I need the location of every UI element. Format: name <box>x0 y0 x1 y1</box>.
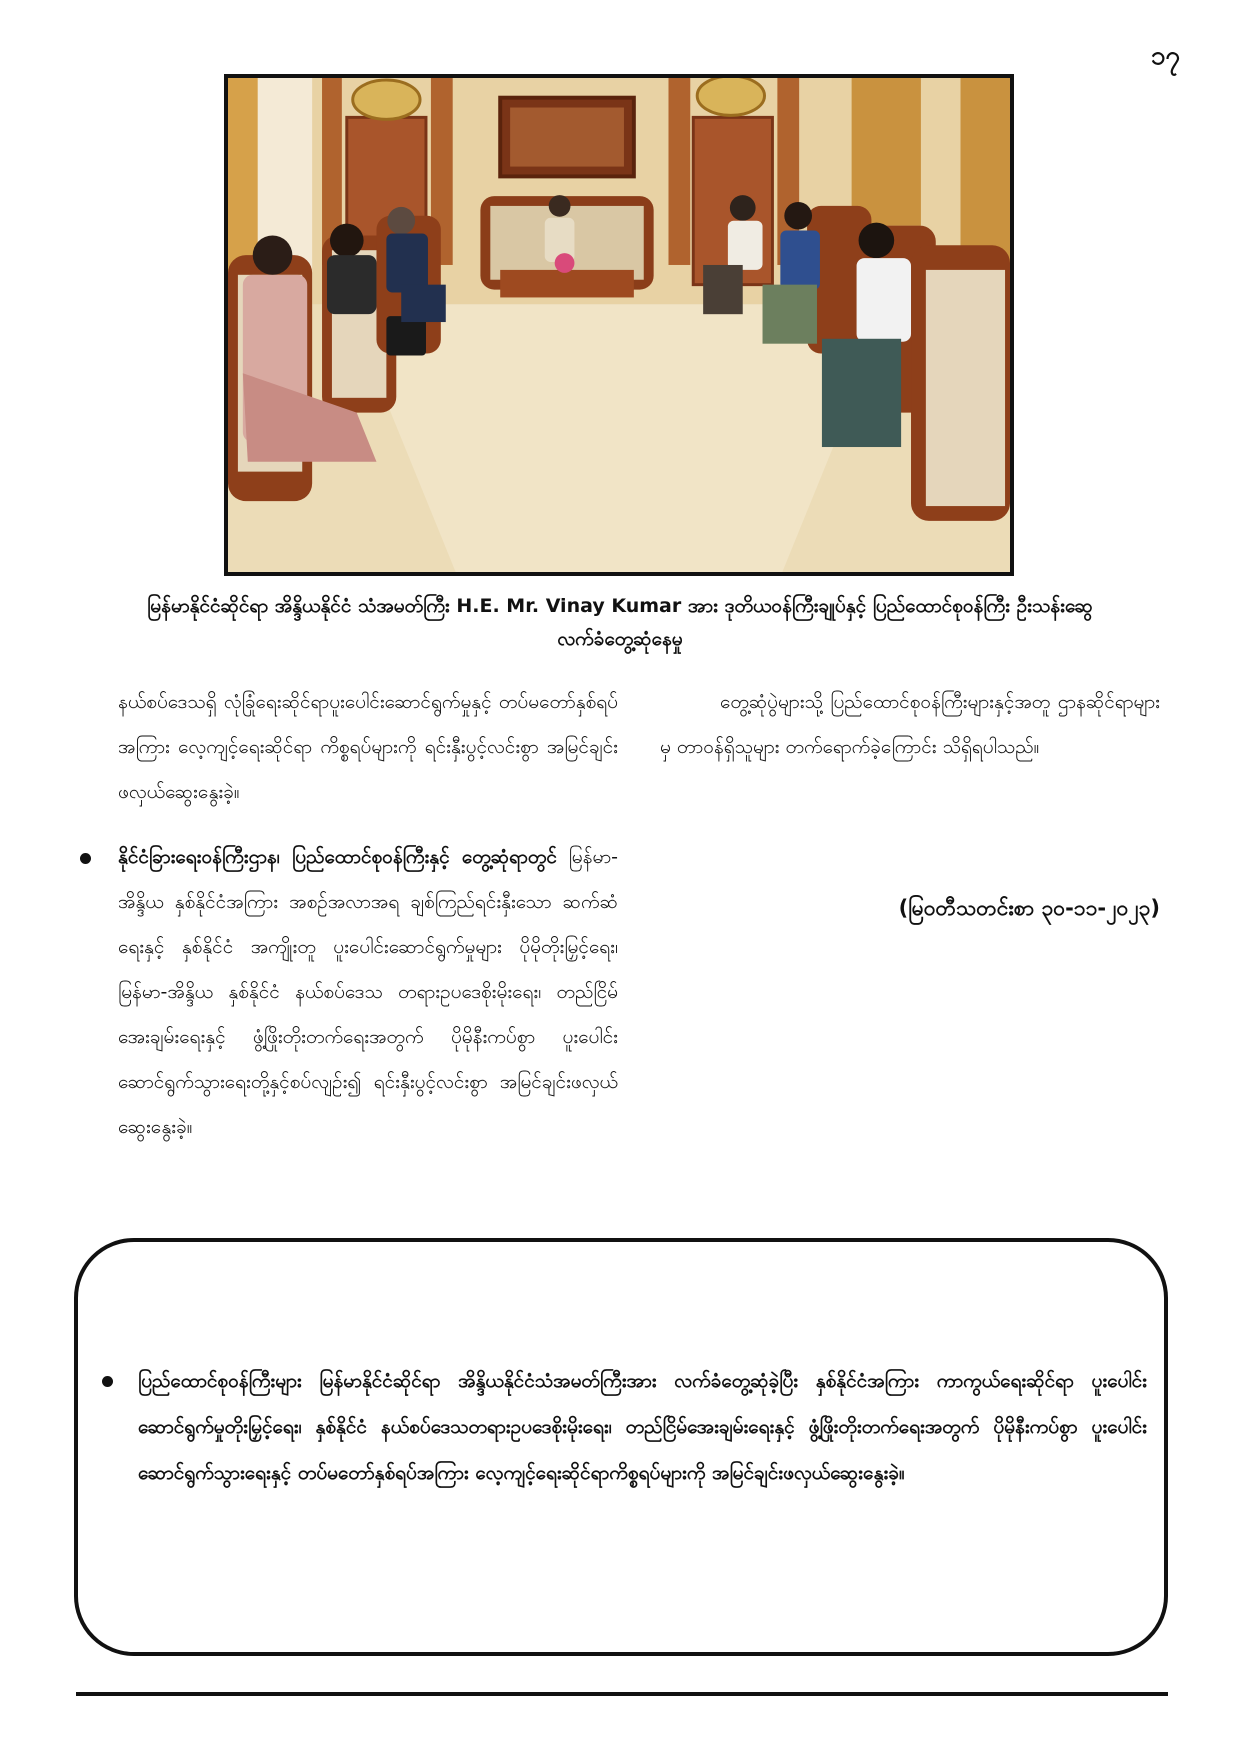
caption-line-2: လက်ခံတွေ့ဆုံနေမှု <box>557 628 683 650</box>
bullet-icon <box>80 853 91 864</box>
news-source: (မြဝတီသတင်းစာ ၃၀-၁၁-၂၀၂၃) <box>898 896 1160 920</box>
right-column <box>660 680 1160 770</box>
bullet-icon <box>102 1376 113 1387</box>
left-paragraph: နယ်စပ်ဒေသရှိ လုံခြုံရေးဆိုင်ရာပူးပေါင်းဆောင်ရွက်မှုနှင့် တပ်မတော်နှစ်ရပ်အကြား လေ့ကျင့်ရေးဆိုင်ရာ ကိစ္စရပ်များကို ရင်းနှီးပွင့်လင်းစွာ အမြင်ချင်းဖလှယ်ဆွေးနွေးခဲ့။ <box>118 691 618 803</box>
bullet-body: မြန်မာ-အိန္ဒိယ နှစ်နိုင်ငံအကြား အစဉ်အလာအရ ချစ်ကြည်ရင်းနှီးသော ဆက်ဆံရေးနှင့် နှစ်နိုင်ငံ အကျိုးတူ ပူးပေါင်းဆောင်ရွက်မှုများ ပိုမိုတိုးမြှင့်ရေး၊ မြန်မာ-အိန္ဒိယ နှစ်နိုင်ငံ နယ်စပ်ဒေသ တရားဥပဒေစိုးမိုးရေး၊ တည်ငြိမ်အေးချမ်းရေးနှင့် ဖွံ့ဖြိုးတိုးတက်ရေးအတွက် ပိုမိုနီးကပ်စွာ ပူးပေါင်းဆောင်ရွက်သွားရေးတို့နှင့်စပ်လျဉ်း၍ ရင်းနှီးပွင့်လင်းစွာ အမြင်ချင်းဖလှယ် ဆွေးနွေးခဲ့။ <box>118 846 618 1138</box>
photo-caption <box>80 590 1160 656</box>
left-column <box>118 680 618 815</box>
right-paragraph: တွေ့ဆုံပွဲများသို့ ပြည်ထောင်စုဝန်ကြီးများနှင့်အတူ ဌာနဆိုင်ရာများမှ တာဝန်ရှိသူများ တက်ရောက်ခဲ့ကြောင်း သိရှိရပါသည်။ <box>660 691 1160 758</box>
bottom-divider <box>76 1692 1168 1696</box>
bullet-lead: နိုင်ငံခြားရေးဝန်ကြီးဌာန၊ ပြည်ထောင်စုဝန်ကြီးနှင့် တွေ့ဆုံရာတွင် <box>118 846 557 868</box>
bullet-text <box>80 835 618 1150</box>
summary-text: ပြည်ထောင်စုဝန်ကြီးများ မြန်မာနိုင်ငံဆိုင်ရာ အိန္ဒိယနိုင်ငံသံအမတ်ကြီးအား လက်ခံတွေ့ဆုံခဲ့ပြီး နှစ်နိုင်ငံအကြား ကာကွယ်ရေးဆိုင်ရာ ပူးပေါင်းဆောင်ရွက်မှုတိုးမြှင့်ရေး၊ နှစ်နိုင်ငံ နယ်စပ်ဒေသတရားဥပဒေစိုးမိုးရေး၊ တည်ငြိမ်အေးချမ်းရေးနှင့် ဖွံ့ဖြိုးတိုးတက်ရေးအတွက် ပိုမိုနီးကပ်စွာ ပူးပေါင်းဆောင်ရွက်သွားရေးနှင့် တပ်မတော်နှစ်ရပ်အကြား လေ့ကျင့်ရေးဆိုင်ရာကိစ္စရပ်များကို အမြင်ချင်းဖလှယ်ဆွေးနွေးခဲ့။ <box>138 1370 1147 1484</box>
meeting-photo-illustration <box>228 78 1010 572</box>
meeting-photo <box>224 74 1014 576</box>
summary-bullet <box>102 1358 1147 1496</box>
caption-line-1: မြန်မာနိုင်ငံဆိုင်ရာ အိန္ဒိယနိုင်ငံ သံအမတ်ကြီး H.E. Mr. Vinay Kumar အား ဒုတိယဝန်ကြီးချုပ်နှင့် ပြည်ထောင်စုဝန်ကြီး ဦးသန်းဆွေ <box>147 595 1093 617</box>
bullet-item-foreign-ministry <box>80 835 618 1150</box>
page-number: ၁၇ <box>1150 41 1180 71</box>
